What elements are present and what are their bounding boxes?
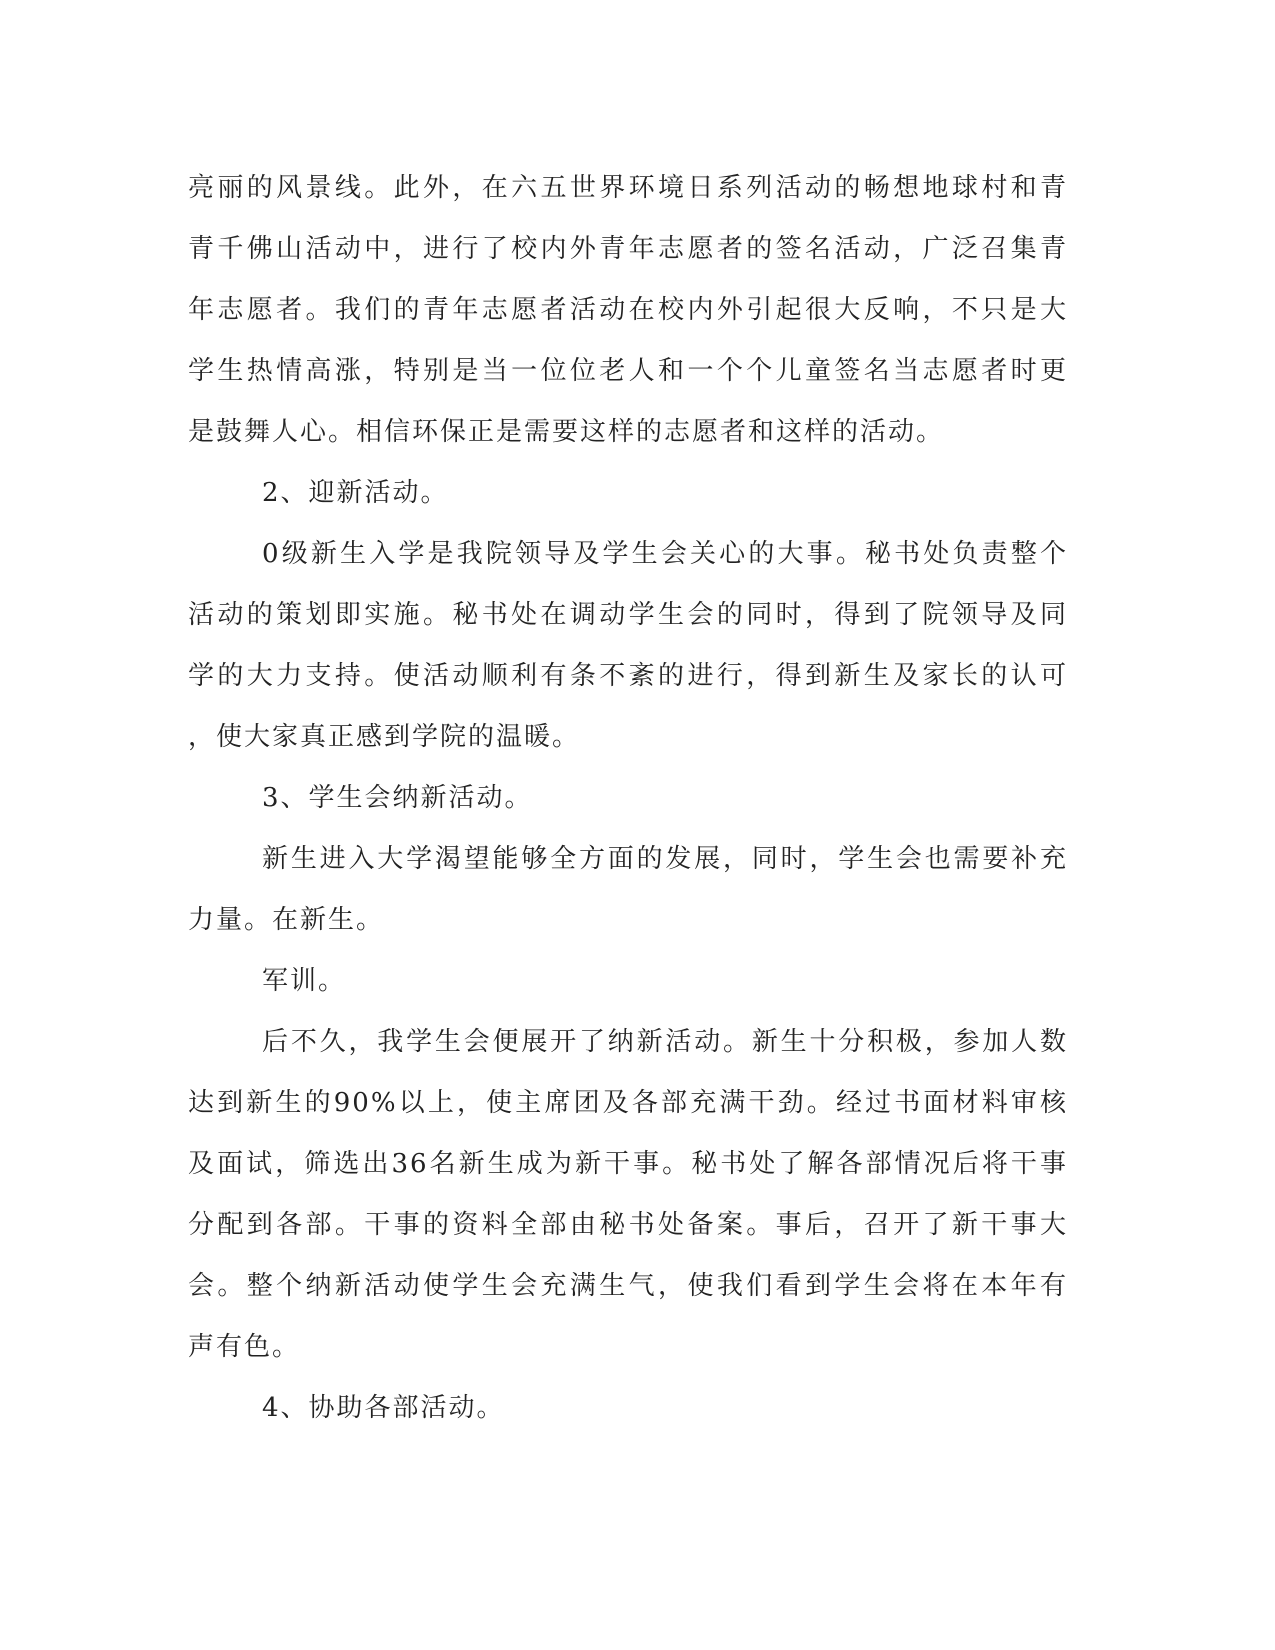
- text-line: 学的大力支持。使活动顺利有条不紊的进行，得到新生及家长的认可: [188, 661, 1068, 691]
- text-line: 0级新生入学是我院领导及学生会关心的大事。秘书处负责整个: [262, 539, 1068, 569]
- text-line: 达到新生的90%以上，使主席团及各部充满干劲。经过书面材料审核: [188, 1088, 1068, 1118]
- text-line: 会。整个纳新活动使学生会充满生气，使我们看到学生会将在本年有: [188, 1271, 1068, 1301]
- section-heading: 2、迎新活动。: [262, 478, 449, 508]
- text-line: 力量。在新生。: [188, 905, 385, 935]
- text-line: 分配到各部。干事的资料全部由秘书处备案。事后，召开了新干事大: [188, 1210, 1068, 1240]
- document-body: [188, 158, 1068, 1439]
- text-line: 年志愿者。我们的青年志愿者活动在校内外引起很大反响，不只是大: [188, 295, 1068, 325]
- text-line: 活动的策划即实施。秘书处在调动学生会的同时，得到了院领导及同: [188, 600, 1068, 630]
- text-line: 新生进入大学渴望能够全方面的发展，同时，学生会也需要补充: [262, 844, 1068, 874]
- section-heading: 4、协助各部活动。: [262, 1393, 505, 1423]
- text-line: 是鼓舞人心。相信环保正是需要这样的志愿者和这样的活动。: [188, 417, 945, 447]
- text-line: 声有色。: [188, 1332, 301, 1362]
- text-line: 后不久，我学生会便展开了纳新活动。新生十分积极，参加人数: [262, 1027, 1068, 1057]
- text-line: 青千佛山活动中，进行了校内外青年志愿者的签名活动，广泛召集青: [188, 234, 1068, 264]
- text-line: 亮丽的风景线。此外，在六五世界环境日系列活动的畅想地球村和青: [188, 173, 1068, 203]
- section-heading: 3、学生会纳新活动。: [262, 783, 533, 813]
- text-line: 军训。: [262, 966, 347, 996]
- text-line: ，使大家真正感到学院的温暖。: [188, 722, 581, 752]
- text-line: 及面试，筛选出36名新生成为新干事。秘书处了解各部情况后将干事: [188, 1149, 1068, 1179]
- text-line: 学生热情高涨，特别是当一位位老人和一个个儿童签名当志愿者时更: [188, 356, 1068, 386]
